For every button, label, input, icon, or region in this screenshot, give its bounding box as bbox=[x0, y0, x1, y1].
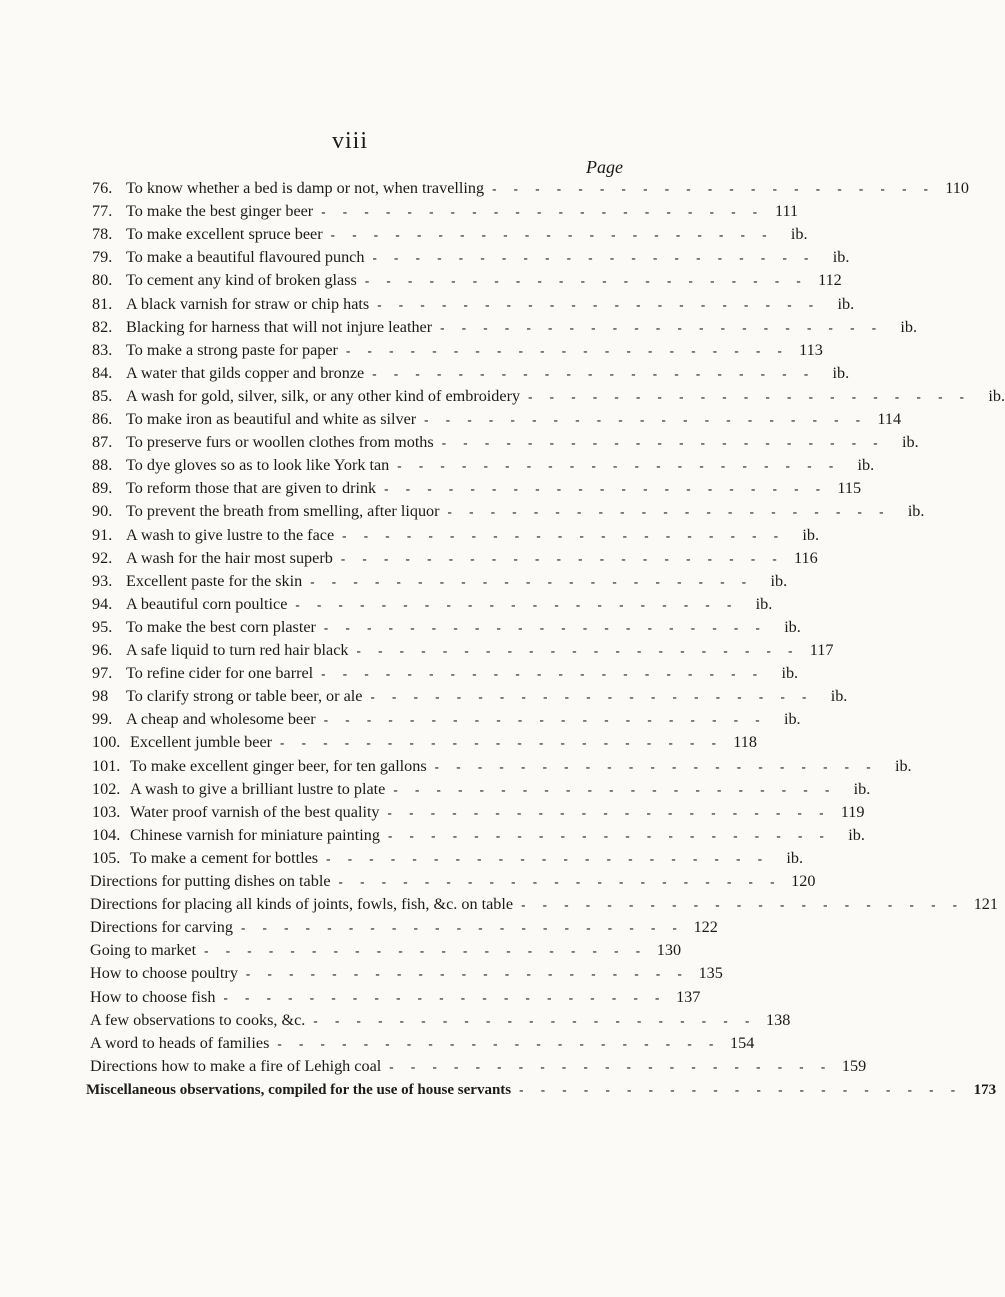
entry-page: ib. bbox=[784, 617, 801, 636]
entry-title: A word to heads of families bbox=[90, 1033, 270, 1052]
entry-title: Excellent paste for the skin bbox=[126, 571, 303, 590]
dot-leader: - - - - - - - - - - - - - - - - - - - - - bbox=[528, 388, 971, 404]
dot-leader: - - - - - - - - - - - - - - - - - - - - - bbox=[434, 758, 878, 774]
entry-number: 92. bbox=[92, 548, 113, 567]
toc-entry bbox=[92, 824, 865, 847]
toc-entry bbox=[92, 362, 850, 385]
entry-title: To make a cement for bottles bbox=[130, 848, 319, 867]
entry-title: Directions for carving bbox=[90, 918, 233, 937]
entry-title: To reform those that are given to drink bbox=[126, 479, 377, 498]
entry-page: ib. bbox=[848, 825, 865, 844]
dot-leader: - - - - - - - - - - - - - - - - - - - - - bbox=[441, 435, 885, 451]
entry-title: Chinese varnish for miniature painting bbox=[130, 825, 380, 844]
entry-number: 84. bbox=[92, 363, 113, 382]
entry-title: To know whether a bed is damp or not, when travelling bbox=[126, 179, 485, 197]
entry-number: 80. bbox=[92, 271, 113, 290]
entry-title: To make excellent ginger beer, for ten gallons bbox=[130, 756, 427, 775]
entry-page: ib. bbox=[894, 756, 912, 775]
toc-entry bbox=[90, 893, 998, 916]
toc-entry bbox=[90, 1009, 791, 1032]
entry-number: 99. bbox=[92, 710, 113, 729]
entry-page: 110 bbox=[945, 179, 969, 197]
dot-leader: - - - - - - - - - - - - - - - - - - - - - bbox=[521, 897, 964, 913]
toc-entry bbox=[90, 870, 816, 893]
toc-entry bbox=[90, 962, 723, 985]
entry-page: ib. bbox=[853, 779, 871, 798]
entry-title: A wash for gold, silver, silk, or any other kind of embroidery bbox=[126, 386, 521, 405]
toc-entry bbox=[92, 200, 799, 223]
toc-entry bbox=[86, 1078, 997, 1101]
entry-page: ib. bbox=[832, 363, 850, 382]
entry-title: To refine cider for one barrel bbox=[126, 664, 314, 683]
entry-title: A wash for the hair most superb bbox=[126, 548, 333, 567]
dot-leader: - - - - - - - - - - - - - - - - - - - - - bbox=[345, 342, 789, 358]
entry-number: 100. bbox=[92, 733, 121, 752]
entry-title: To make excellent spruce beer bbox=[126, 225, 323, 244]
entry-page: 116 bbox=[794, 548, 818, 567]
entry-title: How to choose fish bbox=[90, 987, 216, 1006]
toc-entry bbox=[92, 524, 820, 547]
entry-page: 111 bbox=[775, 202, 799, 221]
entry-page: ib. bbox=[770, 571, 788, 590]
toc-entry bbox=[92, 269, 842, 292]
entry-page: 159 bbox=[841, 1056, 867, 1075]
toc-entry bbox=[92, 708, 801, 731]
entry-title: A water that gilds copper and bronze bbox=[126, 363, 365, 382]
toc-entry bbox=[90, 1055, 867, 1078]
toc-entry bbox=[92, 662, 799, 685]
entry-title: To preserve furs or woollen clothes from moths bbox=[126, 433, 434, 452]
dot-leader: - - - - - - - - - - - - - - - - - - - - - bbox=[397, 458, 841, 474]
entry-number: 82. bbox=[92, 317, 113, 336]
entry-number: 96. bbox=[92, 641, 113, 659]
entry-page: ib. bbox=[832, 248, 850, 267]
toc-entry bbox=[92, 316, 918, 339]
dot-leader: - - - - - - - - - - - - - - - - - - - - - bbox=[323, 712, 767, 728]
dot-leader: - - - - - - - - - - - - - - - - - - - - - bbox=[364, 273, 808, 289]
entry-number: 85. bbox=[92, 386, 113, 405]
dot-leader: - - - - - - - - - - - - - - - - - - - - - bbox=[338, 874, 782, 889]
entry-number: 76. bbox=[92, 179, 113, 197]
toc-entry bbox=[92, 223, 808, 246]
toc-entry bbox=[92, 778, 871, 801]
page-number: viii bbox=[331, 128, 368, 154]
page-column-header: Page bbox=[586, 157, 623, 177]
entry-page: 121 bbox=[973, 895, 998, 914]
entry-title: A beautiful corn poultice bbox=[126, 594, 288, 613]
entry-title: A black varnish for straw or chip hats bbox=[126, 294, 370, 313]
entry-number: 90. bbox=[92, 502, 113, 521]
dot-leader: - - - - - - - - - - - - - - - - - - - - - bbox=[321, 666, 765, 682]
dot-leader: - - - - - - - - - - - - - - - - - - - - - bbox=[372, 365, 816, 381]
entry-title: To prevent the breath from smelling, after liquor bbox=[126, 502, 440, 521]
toc-entry bbox=[92, 500, 925, 523]
toc-entry bbox=[92, 246, 850, 269]
entry-title: To cement any kind of broken glass bbox=[126, 271, 357, 290]
dot-leader: - - - - - - - - - - - - - - - - - - - - - bbox=[387, 804, 831, 820]
toc-entry bbox=[92, 755, 912, 778]
entry-number: 87. bbox=[92, 433, 113, 452]
dot-leader: - - - - - - - - - - - - - - - - - - - - - bbox=[447, 504, 891, 520]
entry-title: Excellent jumble beer bbox=[130, 733, 273, 752]
entry-page: 137 bbox=[676, 987, 701, 1006]
entry-number: 83. bbox=[92, 340, 113, 359]
entry-page: 120 bbox=[791, 872, 816, 890]
entry-page: 122 bbox=[693, 918, 718, 937]
dot-leader: - - - - - - - - - - - - - - - - - - - - - bbox=[245, 966, 689, 982]
dot-leader: - - - - - - - - - - - - - - - - - - - - - bbox=[295, 596, 739, 612]
dot-leader: - - - - - - - - - - - - - - - - - - - - - bbox=[342, 527, 786, 543]
entry-page: 119 bbox=[840, 802, 865, 821]
toc-entry bbox=[92, 454, 875, 477]
toc-entry bbox=[90, 916, 718, 939]
entry-page: 114 bbox=[877, 410, 902, 428]
dot-leader: - - - - - - - - - - - - - - - - - - - - - bbox=[384, 481, 828, 497]
toc-entry bbox=[92, 547, 818, 570]
entry-number: 94. bbox=[92, 594, 113, 613]
dot-leader: - - - - - - - - - - - - - - - - - - - - - bbox=[370, 689, 814, 705]
entry-number: 89. bbox=[92, 479, 113, 498]
entry-page: ib. bbox=[830, 687, 848, 706]
dot-leader: - - - - - - - - - - - - - - - - - - - - - bbox=[440, 319, 884, 335]
dot-leader: - - - - - - - - - - - - - - - - - - - - - bbox=[321, 204, 765, 220]
entry-page: ib. bbox=[857, 456, 875, 475]
entry-page: ib. bbox=[902, 433, 919, 452]
dot-leader: - - - - - - - - - - - - - - - - - - - - - bbox=[356, 643, 800, 658]
entry-number: 103. bbox=[92, 802, 121, 821]
entry-number: 81. bbox=[92, 294, 113, 313]
toc-entry bbox=[92, 477, 862, 500]
toc-entry bbox=[92, 177, 969, 200]
entry-title: Blacking for harness that will not injure leather bbox=[126, 317, 433, 336]
entry-page: 135 bbox=[698, 964, 723, 983]
toc-entry bbox=[92, 847, 804, 870]
entry-number: 77. bbox=[92, 202, 113, 221]
dot-leader: - - - - - - - - - - - - - - - - - - - - - bbox=[393, 781, 837, 797]
entry-page: 130 bbox=[656, 941, 682, 960]
dot-leader: - - - - - - - - - - - - - - - - - - - - - bbox=[377, 296, 821, 312]
entry-title: Directions for placing all kinds of joints, fowls, fish, &c. on table bbox=[90, 895, 514, 914]
dot-leader: - - - - - - - - - - - - - - - - - - - - - bbox=[280, 735, 723, 751]
entry-page: ib. bbox=[907, 502, 925, 521]
entry-number: 97. bbox=[92, 664, 113, 683]
entry-page: 154 bbox=[730, 1033, 755, 1052]
entry-number: 95. bbox=[92, 617, 113, 636]
entry-page: 118 bbox=[733, 733, 757, 752]
toc-entry bbox=[90, 986, 701, 1009]
entry-page: ib. bbox=[783, 710, 801, 729]
entry-title: A safe liquid to turn red hair black bbox=[126, 641, 349, 659]
entry-title: Directions for putting dishes on table bbox=[90, 872, 331, 890]
dot-leader: - - - - - - - - - - - - - - - - - - - - - bbox=[424, 412, 868, 427]
toc-entry bbox=[92, 408, 902, 431]
entry-number: 98 bbox=[92, 687, 109, 706]
toc-entry bbox=[92, 731, 757, 754]
toc-entry bbox=[92, 385, 1005, 408]
entry-number: 91. bbox=[92, 525, 113, 544]
entry-number: 105. bbox=[92, 848, 121, 867]
entry-page: ib. bbox=[755, 594, 773, 613]
dot-leader: - - - - - - - - - - - - - - - - - - - - - bbox=[240, 920, 684, 936]
entry-title: To make the best corn plaster bbox=[126, 617, 316, 636]
toc-entry bbox=[90, 939, 682, 962]
entry-number: 93. bbox=[92, 571, 113, 590]
entry-number: 79. bbox=[92, 248, 113, 267]
entry-title: To make a beautiful flavoured punch bbox=[126, 248, 365, 267]
entry-number: 78. bbox=[92, 225, 113, 244]
toc-entry bbox=[92, 339, 823, 362]
toc-entry bbox=[92, 639, 834, 662]
entry-page: ib. bbox=[786, 848, 804, 867]
toc-entry bbox=[92, 570, 788, 593]
toc-entry bbox=[92, 431, 919, 454]
dot-leader: - - - - - - - - - - - - - - - - - - - - - bbox=[387, 827, 831, 843]
entry-title: Miscellaneous observations, compiled for the use of house servants bbox=[86, 1081, 512, 1098]
entry-number: 101. bbox=[92, 756, 121, 775]
entry-page: ib. bbox=[790, 225, 808, 244]
toc-entry bbox=[92, 685, 848, 708]
dot-leader: - - - - - - - - - - - - - - - - - - - - - bbox=[492, 181, 935, 196]
entry-title: A few observations to cooks, &c. bbox=[90, 1010, 306, 1029]
dot-leader: - - - - - - - - - - - - - - - - - - - - - bbox=[310, 573, 754, 589]
entry-title: To clarify strong or table beer, or ale bbox=[126, 687, 363, 706]
entry-title: To make a strong paste for paper bbox=[126, 340, 338, 359]
dot-leader: - - - - - - - - - - - - - - - - - - - - - bbox=[326, 850, 770, 866]
entry-page: ib. bbox=[802, 525, 820, 544]
entry-number: 104. bbox=[92, 825, 121, 844]
entry-title: Water proof varnish of the best quality bbox=[130, 802, 380, 821]
entry-title: To make iron as beautiful and white as silver bbox=[126, 410, 417, 428]
dot-leader: - - - - - - - - - - - - - - - - - - - - - bbox=[330, 227, 774, 243]
entry-title: A wash to give lustre to the face bbox=[126, 525, 335, 544]
dot-leader: - - - - - - - - - - - - - - - - - - - - - bbox=[340, 550, 784, 566]
entry-page: ib. bbox=[900, 317, 918, 336]
entry-page: 115 bbox=[837, 479, 862, 498]
entry-title: To dye gloves so as to look like York tan bbox=[126, 456, 390, 475]
dot-leader: - - - - - - - - - - - - - - - - - - - - - bbox=[223, 989, 667, 1005]
entry-page: 113 bbox=[799, 340, 823, 359]
entry-title: Directions how to make a fire of Lehigh coal bbox=[90, 1056, 382, 1075]
toc-entry bbox=[92, 801, 865, 824]
dot-leader: - - - - - - - - - - - - - - - - - - - - - bbox=[389, 1058, 833, 1074]
dot-leader: - - - - - - - - - - - - - - - - - - - - - bbox=[519, 1081, 963, 1097]
entry-title: Going to market bbox=[90, 941, 197, 960]
entry-number: 86. bbox=[92, 410, 113, 428]
entry-title: A cheap and wholesome beer bbox=[126, 710, 316, 729]
toc-entry bbox=[90, 1032, 755, 1055]
toc-entry bbox=[92, 593, 773, 616]
entry-page: 117 bbox=[809, 641, 834, 659]
dot-leader: - - - - - - - - - - - - - - - - - - - - - bbox=[372, 250, 816, 266]
entry-page: ib. bbox=[837, 294, 855, 313]
dot-leader: - - - - - - - - - - - - - - - - - - - - - bbox=[313, 1012, 757, 1028]
entry-number: 88. bbox=[92, 456, 113, 475]
toc-entry bbox=[92, 616, 801, 639]
entry-title: A wash to give a brilliant lustre to plate bbox=[130, 779, 386, 798]
entry-number: 102. bbox=[92, 779, 121, 798]
entry-page: 112 bbox=[818, 271, 842, 290]
toc-entry bbox=[92, 293, 855, 316]
entry-page: ib. bbox=[781, 664, 799, 683]
dot-leader: - - - - - - - - - - - - - - - - - - - - - bbox=[204, 943, 648, 959]
entry-page: ib. bbox=[988, 386, 1005, 405]
entry-title: To make the best ginger beer bbox=[126, 202, 314, 221]
dot-leader: - - - - - - - - - - - - - - - - - - - - - bbox=[277, 1035, 721, 1051]
entry-page: 138 bbox=[766, 1010, 791, 1029]
dot-leader: - - - - - - - - - - - - - - - - - - - - - bbox=[323, 619, 767, 635]
entry-title: How to choose poultry bbox=[90, 964, 238, 983]
entry-page: 173 bbox=[973, 1081, 997, 1098]
